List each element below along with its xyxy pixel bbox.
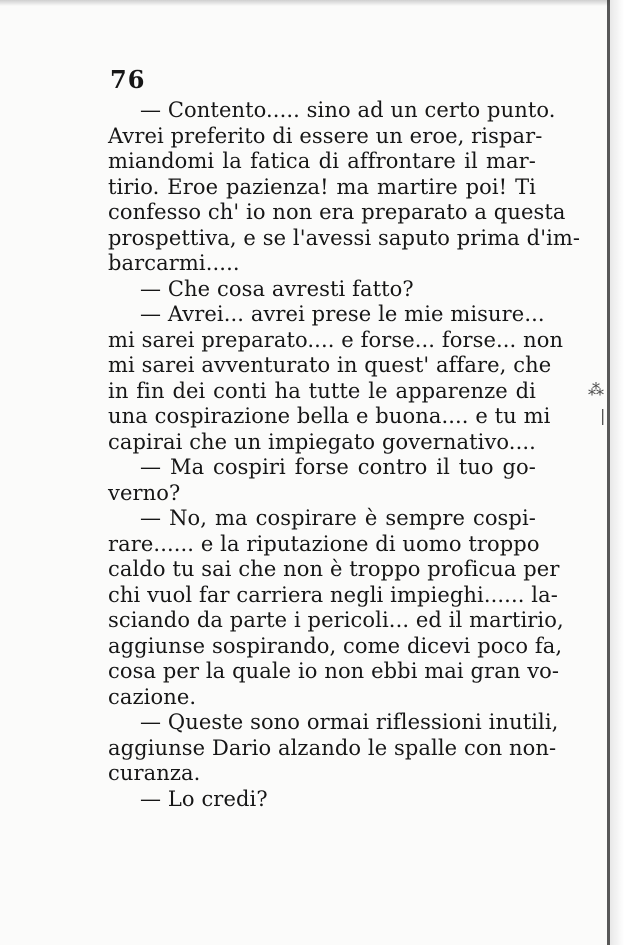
text-line: — Che cosa avresti fatto? bbox=[140, 276, 414, 301]
body-text bbox=[108, 98, 581, 812]
text-line: barcarmi..... bbox=[108, 251, 240, 275]
text-line: aggiunse Dario alzando le spalle con non- bbox=[108, 735, 557, 760]
text-line: sciando da parte i pericoli... ed il martirio, bbox=[108, 608, 564, 632]
page-number: 76 bbox=[110, 65, 146, 94]
binding-line bbox=[607, 0, 610, 945]
ink-blot-mark: ⁂ bbox=[588, 380, 604, 399]
text-line: verno? bbox=[108, 480, 181, 505]
text-line: mi sarei avventurato in quest' affare, che bbox=[108, 353, 552, 377]
text-line: — Avrei... avrei prese le mie misure... bbox=[140, 302, 545, 326]
text-line: — Queste sono ormai riflessioni inutili, bbox=[140, 710, 559, 734]
text-line: capirai che un impiegato governativo.... bbox=[108, 429, 536, 454]
page-top-edge bbox=[0, 0, 624, 6]
text-line: aggiunse sospirando, come dicevi poco fa, bbox=[108, 633, 563, 658]
text-line: mi sarei preparato.... e forse... forse... non bbox=[108, 327, 564, 352]
text-line: — No, ma cospirare è sempre cospi- bbox=[140, 506, 536, 530]
text-line: miandomi la fatica di affrontare il mar- bbox=[108, 149, 536, 173]
text-line: Avrei preferito di essere un eroe, rispar- bbox=[108, 123, 543, 148]
text-line: confesso ch' io non era preparato a questa bbox=[108, 200, 566, 224]
text-line: caldo tu sai che non è troppo proficua per bbox=[108, 557, 560, 581]
binding-shadow bbox=[610, 0, 624, 945]
text-line: tirio. Eroe pazienza! ma martire poi! Ti bbox=[108, 174, 536, 199]
text-line: — Lo credi? bbox=[140, 786, 268, 811]
text-line: cosa per la quale io non ebbi mai gran vo- bbox=[108, 659, 560, 683]
text-line: — Contento..... sino ad un certo punto. bbox=[140, 98, 556, 122]
text-line: in fin dei conti ha tutte le apparenze di bbox=[108, 378, 536, 403]
text-line: cazione. bbox=[108, 684, 197, 709]
text-line: prospettiva, e se l'avessi saputo prima d'im- bbox=[108, 225, 581, 250]
text-line: chi vuol far carriera negli impieghi...... la- bbox=[108, 582, 558, 607]
ink-blot-mark: | bbox=[600, 406, 606, 425]
text-line: una cospirazione bella e buona.... e tu mi bbox=[108, 404, 551, 428]
text-line: rare...... e la riputazione di uomo troppo bbox=[108, 531, 540, 556]
text-line: — Ma cospiri forse contro il tuo go- bbox=[140, 455, 536, 479]
text-line: curanza. bbox=[108, 761, 201, 785]
